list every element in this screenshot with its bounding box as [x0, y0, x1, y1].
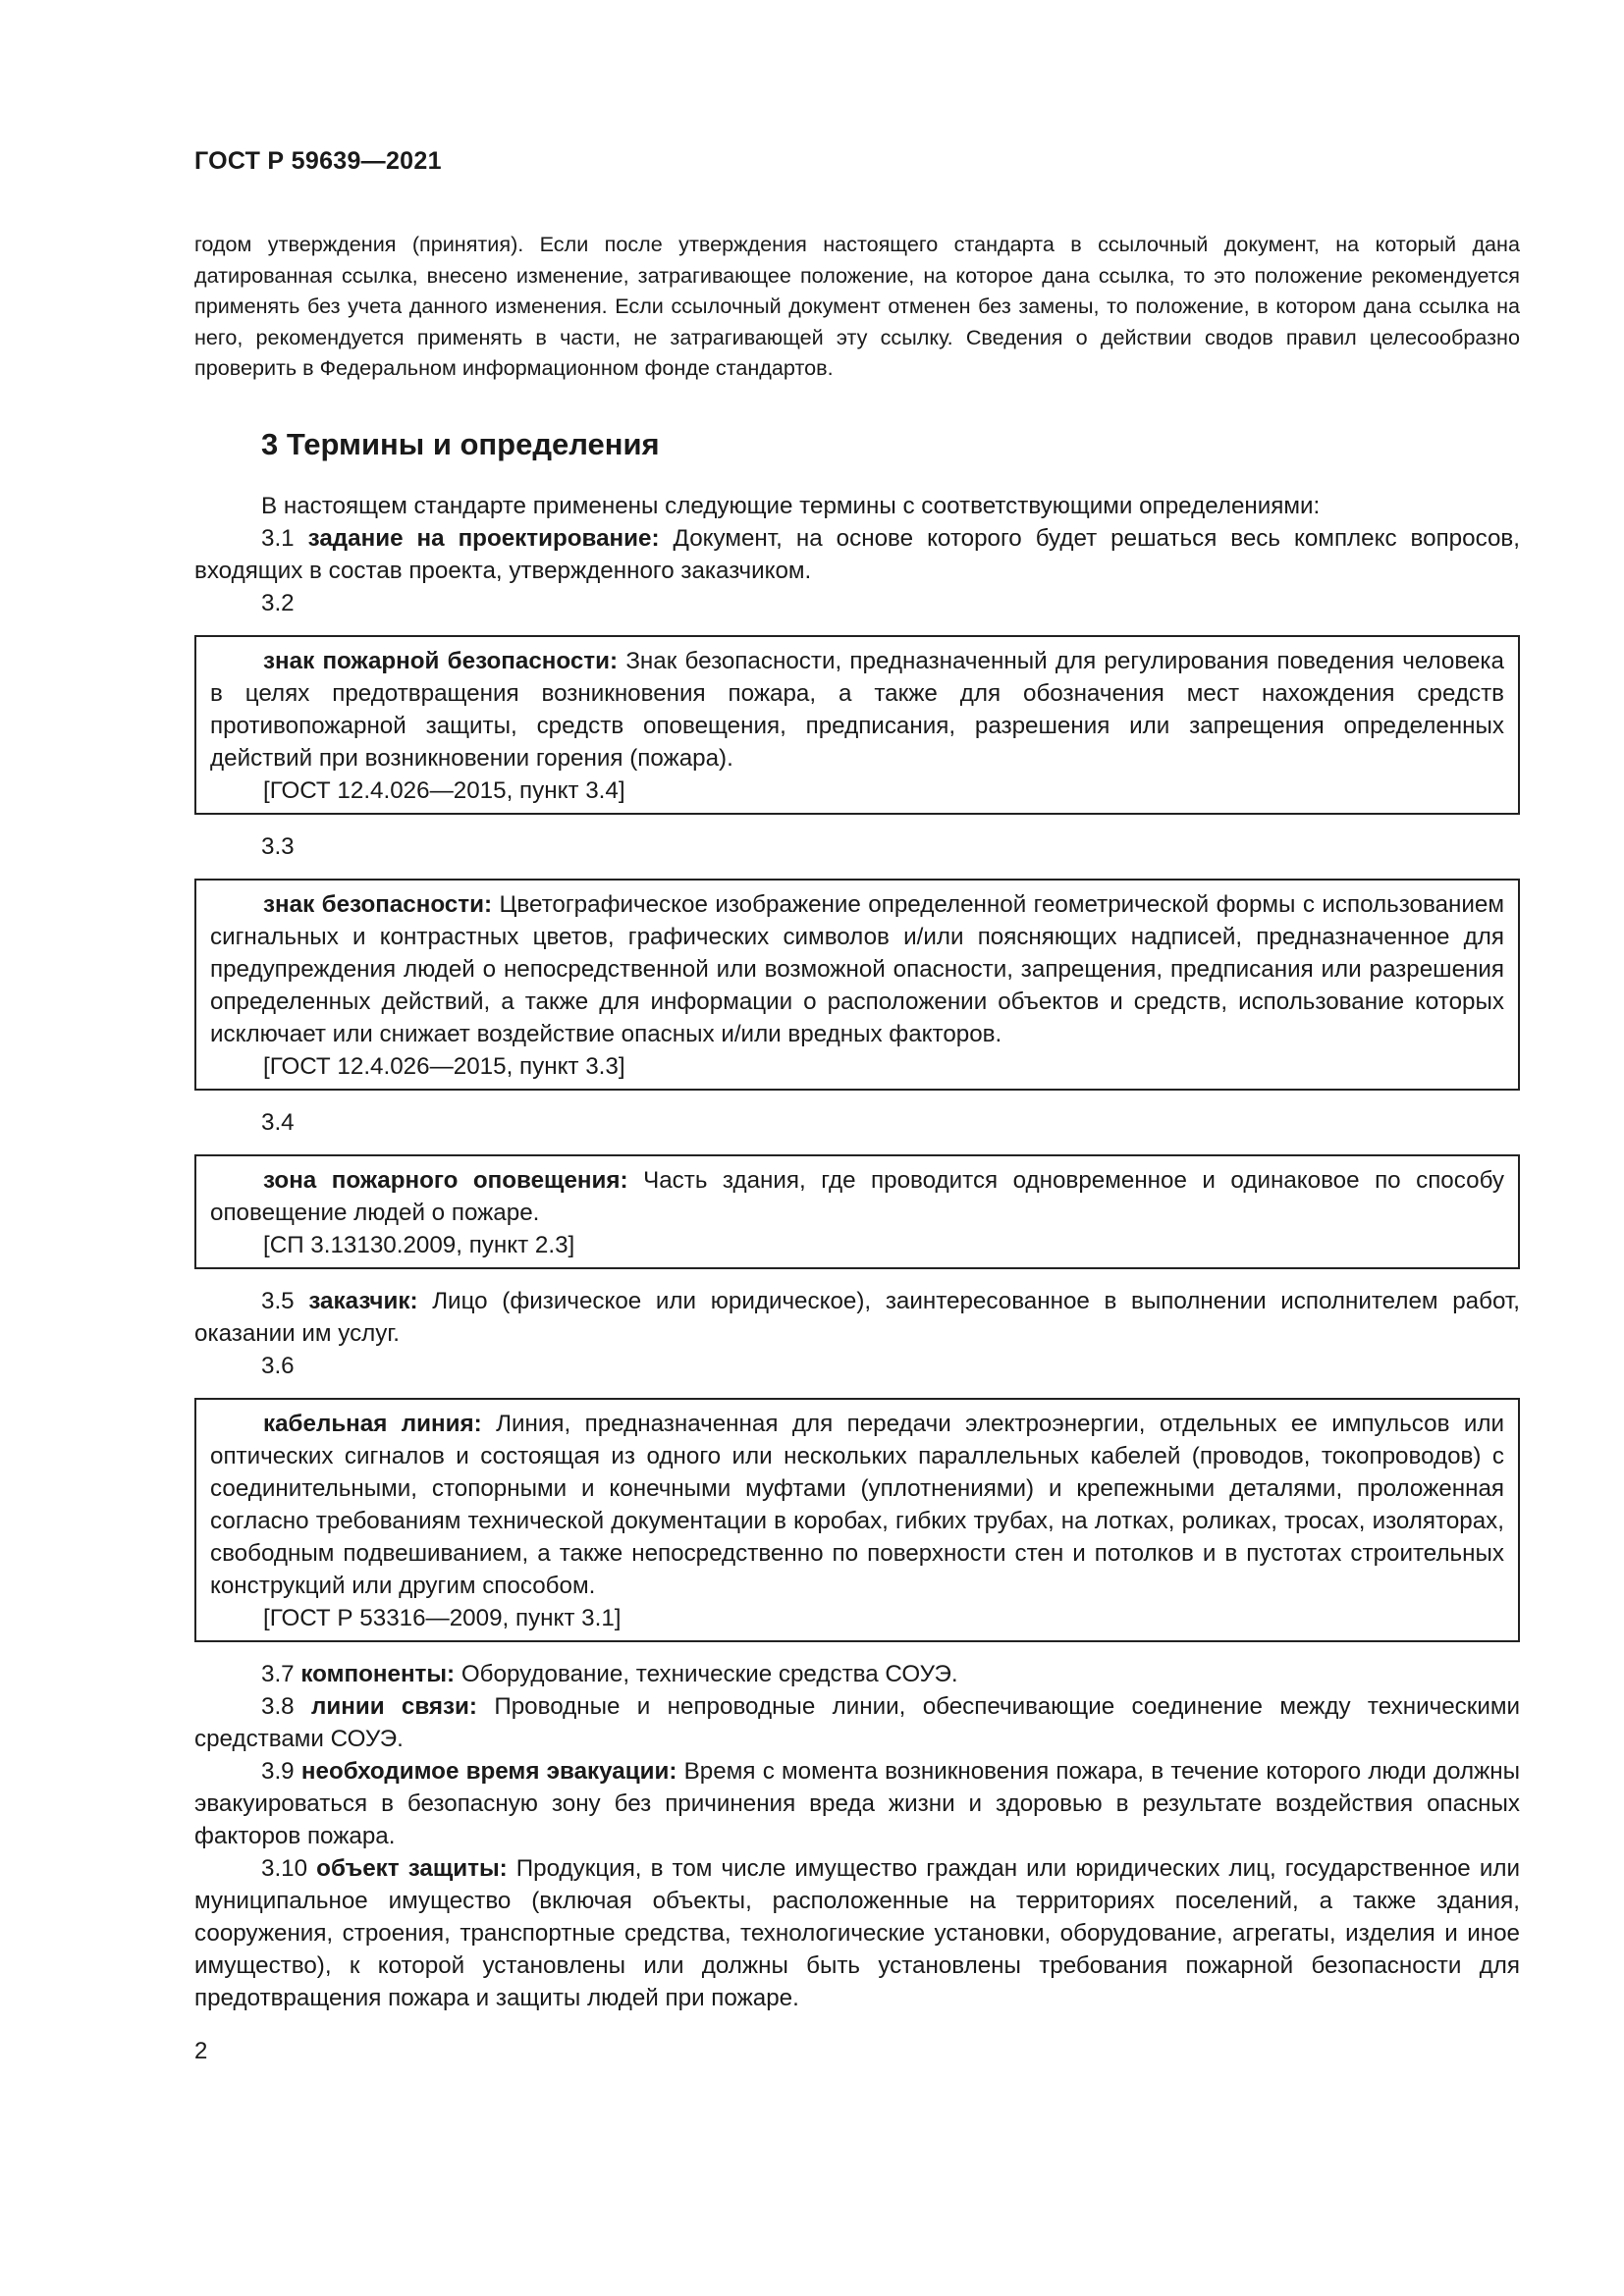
term-number: 3.7 — [261, 1660, 295, 1687]
term-number: 3.5 — [261, 1287, 295, 1314]
term-source: [ГОСТ Р 53316—2009, пункт 3.1] — [263, 1604, 622, 1631]
section-title: 3 Термины и определения — [261, 426, 660, 461]
term-definition: Проводные и непроводные линии, обеспечивающие соединение между техническими средствами СОУЭ. — [194, 1692, 1520, 1752]
term-number-3-2: 3.2 — [261, 589, 295, 616]
term-definition: Продукция, в том числе имущество граждан или юридических лиц, государственное или муниципальное имущество (включая объекты, расположенные на территориях поселений, а также здания, сооружения, строения, транспортные средства, технологические установки, оборудование, агрегаты, изделия и иное имущество), к которой установлены или должны быть установлены требования пожарной безопасности для предотвращения пожара и защиты людей при пожаре. — [194, 1854, 1520, 2011]
term-definition: Документ, на основе которого будет решаться весь комплекс вопросов, входящих в состав проекта, утвержденного заказчиком. — [194, 524, 1520, 584]
term-number-3-4: 3.4 — [261, 1108, 295, 1136]
term-name: необходимое время эвакуации: — [300, 1757, 677, 1785]
term-definition: Знак безопасности, предназначенный для регулирования поведения человека в целях предотвращения возникновения пожара, а также для обозначения мест нахождения средств противопожарной защиты, средств оповещения, предписания, разрешения или запрещения определенных действий при возникновении горения (пожара). — [210, 647, 1504, 772]
term-name: заказчик: — [308, 1287, 418, 1314]
term-number-3-6: 3.6 — [261, 1352, 295, 1379]
term-name: знак безопасности: — [263, 890, 493, 918]
term-3-8 — [194, 1690, 1520, 1755]
term-source: [ГОСТ 12.4.026—2015, пункт 3.4] — [263, 776, 625, 804]
intro-paragraph: годом утверждения (принятия). Если после утверждения настоящего стандарта в ссылочный документ, на который дана датированная ссылка, внесено изменение, затрагивающее положение, на которое дана ссылка, то это положение рекомендуется применять без учета данного изменения. Если ссылочный документ отменен без замены, то положение, в котором дана ссылка на него, рекомендуется применять в части, не затрагивающей эту ссылку. Сведения о действии сводов правил целесообразно проверить в Федеральном информационном фонде стандартов. — [194, 232, 1520, 380]
term-definition: Часть здания, где проводится одновременное и одинаковое по способу оповещение людей о пожаре. — [210, 1166, 1504, 1226]
term-box-3-6 — [194, 1398, 1520, 1642]
term-definition: Линия, предназначенная для передачи электроэнергии, отдельных ее импульсов или оптических сигналов и состоящая из одного или нескольких параллельных кабелей (проводов, токопроводов) с соединительными, стопорными и конечными муфтами (уплотнениями) и крепежными деталями, проложенная согласно требованиям технической документации в коробах, гибких трубах, на лотках, роликах, тросах, изоляторах, свободным подвешиванием, а также непосредственно по поверхности стен и потолков и в пустотах строительных конструкций или другим способом. — [210, 1410, 1504, 1599]
term-name: компоненты: — [300, 1660, 456, 1687]
term-definition: Лицо (физическое или юридическое), заинтересованное в выполнении исполнителем работ, оказании им услуг. — [194, 1287, 1520, 1347]
term-source: [ГОСТ 12.4.026—2015, пункт 3.3] — [263, 1052, 625, 1080]
term-definition: Цветографическое изображение определенной геометрической формы с использованием сигнальных и контрастных цветов, графических символов и/или поясняющих надписей, предназначенное для предупреждения людей о непосредственной или возможной опасности, запрещения, предписания или разрешения определенных действий, а также для информации о расположении объектов и средств, использование которых исключает или снижает воздействие опасных и/или вредных факторов. — [210, 890, 1504, 1047]
term-source: [СП 3.13130.2009, пункт 2.3] — [263, 1231, 575, 1258]
term-name: зона пожарного оповещения: — [263, 1166, 628, 1194]
term-name: линии связи: — [310, 1692, 477, 1720]
term-number-3-3: 3.3 — [261, 832, 295, 860]
term-name: объект защиты: — [316, 1854, 508, 1882]
term-3-1 — [194, 522, 1520, 587]
term-name: знак пожарной безопасности: — [263, 647, 619, 674]
term-number: 3.10 — [261, 1854, 308, 1882]
term-number: 3.1 — [261, 524, 295, 552]
term-number: 3.8 — [261, 1692, 295, 1720]
term-number: 3.9 — [261, 1757, 295, 1785]
term-name: кабельная линия: — [263, 1410, 482, 1437]
term-box-3-4 — [194, 1154, 1520, 1269]
term-3-9 — [194, 1755, 1520, 1852]
document-page — [194, 147, 1520, 2065]
term-3-5 — [194, 1285, 1520, 1350]
term-box-3-2 — [194, 635, 1520, 815]
term-name: задание на проектирование: — [307, 524, 660, 552]
document-header: ГОСТ Р 59639—2021 — [194, 147, 442, 175]
term-3-10 — [194, 1852, 1520, 2014]
term-definition: Время с момента возникновения пожара, в течение которого люди должны эвакуироваться в безопасную зону без причинения вреда жизни и здоровью в результате воздействия опасных факторов пожара. — [194, 1757, 1520, 1849]
section-body — [194, 490, 1520, 2014]
page-number: 2 — [194, 2037, 208, 2064]
term-definition: Оборудование, технические средства СОУЭ. — [460, 1660, 958, 1687]
term-box-3-3 — [194, 879, 1520, 1091]
term-3-7 — [194, 1658, 1520, 1690]
section-lead: В настоящем стандарте применены следующие термины с соответствующими определениями: — [261, 492, 1321, 519]
